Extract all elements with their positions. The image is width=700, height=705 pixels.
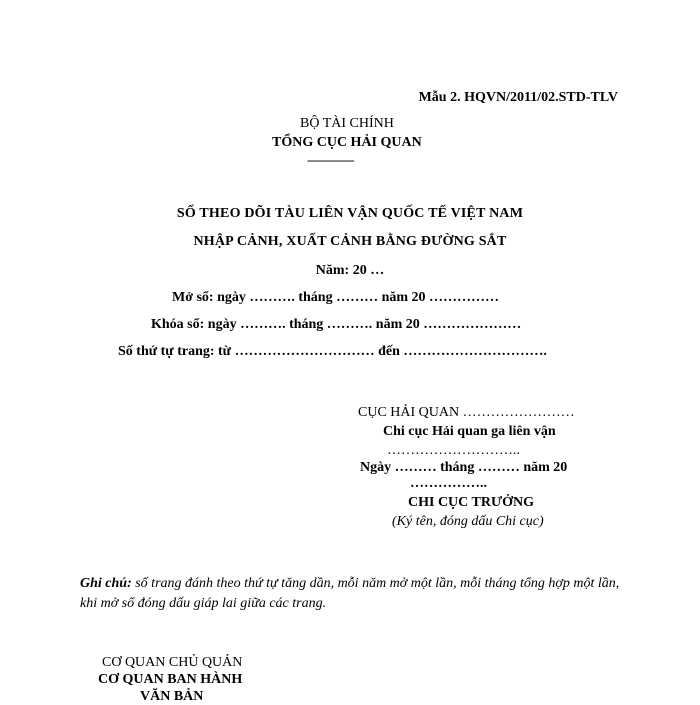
signature-date: Ngày ……… tháng ……… năm 20 [360, 460, 568, 475]
document-title-line2: NHẬP CẢNH, XUẤT CẢNH BẰNG ĐƯỜNG SẮT [193, 234, 507, 249]
page-range-field: Số thứ tự trang: từ ………………………… đến …………………………. [118, 344, 547, 359]
note-paragraph [80, 574, 625, 614]
issuing-agency-continued: VĂN BẢN [140, 689, 204, 704]
ministry-name: BỘ TÀI CHÍNH [300, 116, 394, 131]
form-code: Mẫu 2. HQVN/2011/02.STD-TLV [418, 90, 618, 105]
chief-title: CHI CỤC TRƯỞNG [408, 495, 535, 510]
signature-instruction: (Ký tên, đóng dấu Chi cục) [392, 514, 544, 529]
close-date-field: Khóa sổ: ngày ………. tháng ………. năm 20 ………………… [151, 317, 522, 332]
department-name: TỔNG CỤC HẢI QUAN [272, 135, 422, 150]
document-title-line1: SỔ THEO DÕI TÀU LIÊN VẬN QUỐC TẾ VIỆT NAM [176, 206, 524, 221]
note-text: số trang đánh theo thứ tự tăng dần, mỗi năm mở một lần, mỗi tháng tổng hợp một lần, khi mở sổ đóng dấu giáp lai giữa các trang. [80, 576, 620, 611]
issuing-agency: CƠ QUAN BAN HÀNH [98, 672, 243, 687]
note-label: Ghi chú: [80, 576, 132, 591]
header-separator: -------------- [307, 152, 354, 167]
sub-department-name: Chi cục Hải quan ga liên vận [383, 424, 556, 439]
document-year: Năm: 20 … [315, 263, 385, 278]
governing-agency: CƠ QUAN CHỦ QUẢN [102, 655, 243, 670]
signature-date-blank: …………….. [410, 476, 487, 491]
open-date-field: Mở sổ: ngày ………. tháng ……… năm 20 …………… [172, 290, 500, 305]
sub-department-blank: ……………………….. [387, 443, 520, 458]
customs-office: CỤC HẢI QUAN …………………… [358, 405, 575, 420]
